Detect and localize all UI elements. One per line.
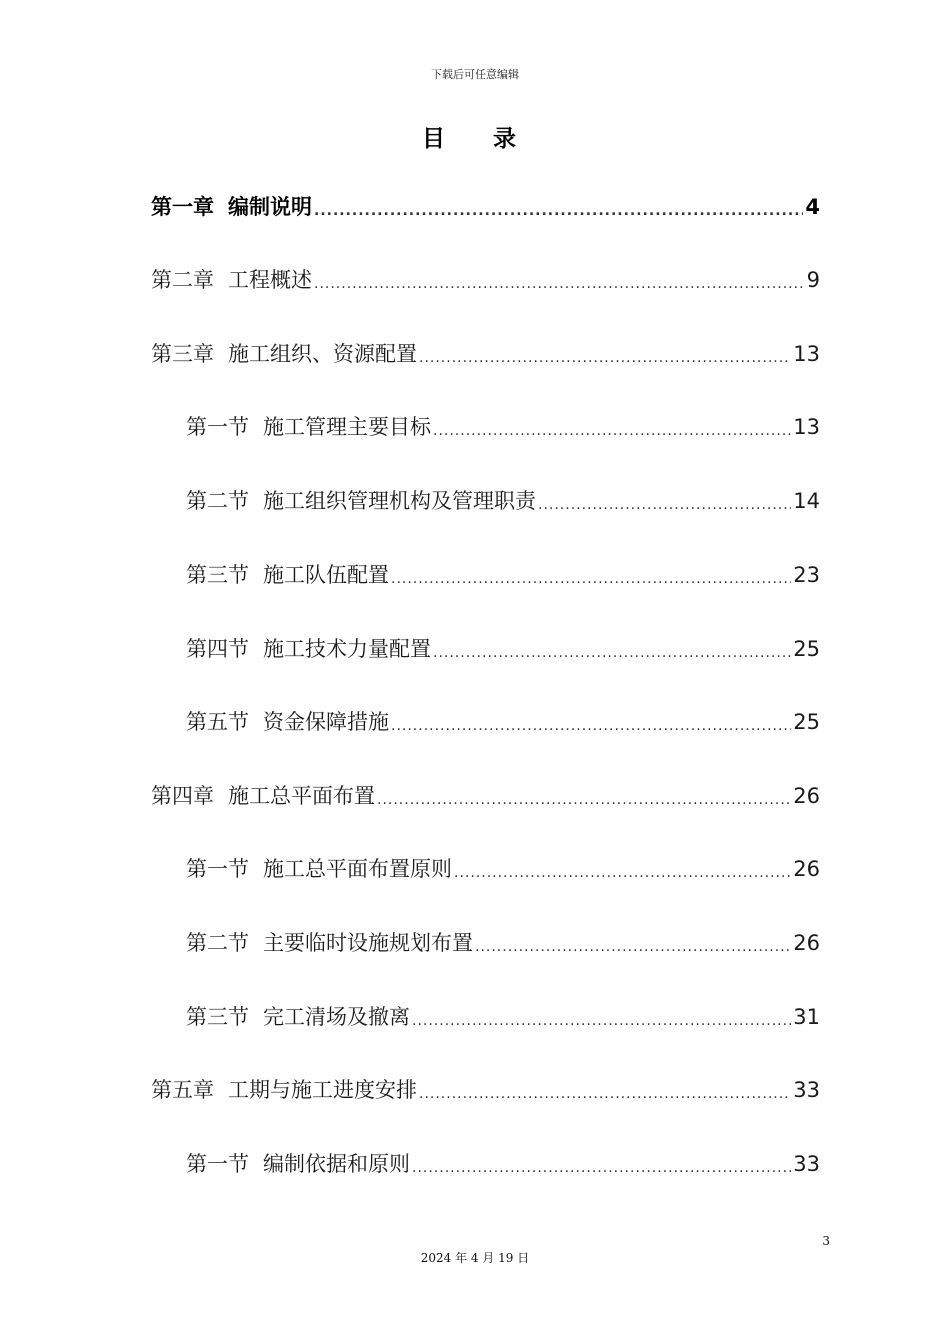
toc-entry-page: 13 xyxy=(793,415,820,439)
toc-entry-number: 第二节 xyxy=(186,931,249,955)
toc-entry-title: 施工技术力量配置 xyxy=(263,637,431,661)
toc-entry-number: 第三章 xyxy=(151,342,214,366)
toc-entry[interactable] xyxy=(186,928,820,958)
toc-leader-dots xyxy=(538,494,791,516)
toc-entry[interactable] xyxy=(186,1149,820,1179)
toc-entry-number: 第一节 xyxy=(186,857,249,881)
toc-entry-page: 31 xyxy=(793,1005,820,1029)
toc-entry-page: 33 xyxy=(793,1152,820,1176)
toc-entry-title: 施工总平面布置 xyxy=(228,784,375,808)
toc-entry[interactable] xyxy=(186,1002,820,1032)
toc-entry-page: 26 xyxy=(793,931,820,955)
toc-entry-page: 26 xyxy=(793,784,820,808)
toc-leader-dots xyxy=(314,273,805,295)
toc-entry-number: 第二章 xyxy=(151,268,214,292)
toc-entry-title: 施工队伍配置 xyxy=(263,563,389,587)
toc-entry-number: 第一节 xyxy=(186,1152,249,1176)
footer-date: 2024 年 4 月 19 日 xyxy=(420,1251,530,1265)
toc-entry-number: 第一节 xyxy=(186,415,249,439)
toc-entry[interactable] xyxy=(186,854,820,884)
toc-entry-title: 完工清场及撤离 xyxy=(263,1005,410,1029)
toc-entry[interactable] xyxy=(151,781,820,811)
toc-entry-page: 4 xyxy=(805,195,820,219)
toc-leader-dots xyxy=(419,1083,791,1105)
toc-entry-page: 25 xyxy=(793,710,820,734)
toc-entry-title: 施工组织管理机构及管理职责 xyxy=(263,489,536,513)
toc-leader-dots xyxy=(377,789,791,811)
toc-leader-dots xyxy=(391,715,791,737)
toc-entry-page: 13 xyxy=(793,342,820,366)
toc-entry-title: 施工组织、资源配置 xyxy=(228,342,417,366)
toc-entry-title: 施工总平面布置原则 xyxy=(263,857,452,881)
toc-entry[interactable] xyxy=(151,339,820,369)
toc-leader-dots xyxy=(412,1157,791,1179)
toc-entry[interactable] xyxy=(151,1075,820,1105)
toc-entry-title: 资金保障措施 xyxy=(263,710,389,734)
toc-entry-title: 主要临时设施规划布置 xyxy=(263,931,473,955)
toc-entry[interactable] xyxy=(186,707,820,737)
toc-entry[interactable] xyxy=(186,486,820,516)
toc-entry-page: 23 xyxy=(793,563,820,587)
toc-entry-title: 工期与施工进度安排 xyxy=(228,1078,417,1102)
toc-leader-dots xyxy=(475,936,791,958)
toc-entry-number: 第四节 xyxy=(186,637,249,661)
toc-entry-page: 14 xyxy=(793,489,820,513)
toc-leader-dots xyxy=(433,642,791,664)
toc-entry[interactable] xyxy=(151,192,820,222)
toc-entry[interactable] xyxy=(186,560,820,590)
toc-leader-dots xyxy=(433,420,791,442)
toc-entry-number: 第二节 xyxy=(186,489,249,513)
toc-leader-dots xyxy=(314,200,803,222)
toc-leader-dots xyxy=(419,347,791,369)
page-header-note: 下载后可任意编辑 xyxy=(431,68,519,81)
toc-entry-number: 第一章 xyxy=(151,195,214,219)
toc-leader-dots xyxy=(454,862,791,884)
toc-title: 目录 xyxy=(422,126,564,152)
toc-leader-dots xyxy=(391,568,791,590)
toc-entry-title: 工程概述 xyxy=(228,268,312,292)
toc-entry-page: 25 xyxy=(793,637,820,661)
toc-entry-page: 33 xyxy=(793,1078,820,1102)
toc-entry[interactable] xyxy=(186,412,820,442)
toc-entry-number: 第五章 xyxy=(151,1078,214,1102)
toc-entry-number: 第五节 xyxy=(186,710,249,734)
toc-entry-number: 第三节 xyxy=(186,1005,249,1029)
page-number: 3 xyxy=(822,1234,830,1248)
toc-entry-number: 第四章 xyxy=(151,784,214,808)
toc-leader-dots xyxy=(412,1010,791,1032)
toc-entry-page: 9 xyxy=(806,268,820,292)
toc-entry[interactable] xyxy=(186,634,820,664)
toc-entry-title: 施工管理主要目标 xyxy=(263,415,431,439)
toc-entry[interactable] xyxy=(151,265,820,295)
toc-entry-title: 编制依据和原则 xyxy=(263,1152,410,1176)
toc-entry-page: 26 xyxy=(793,857,820,881)
toc-entry-title: 编制说明 xyxy=(228,195,312,219)
toc-entry-number: 第三节 xyxy=(186,563,249,587)
